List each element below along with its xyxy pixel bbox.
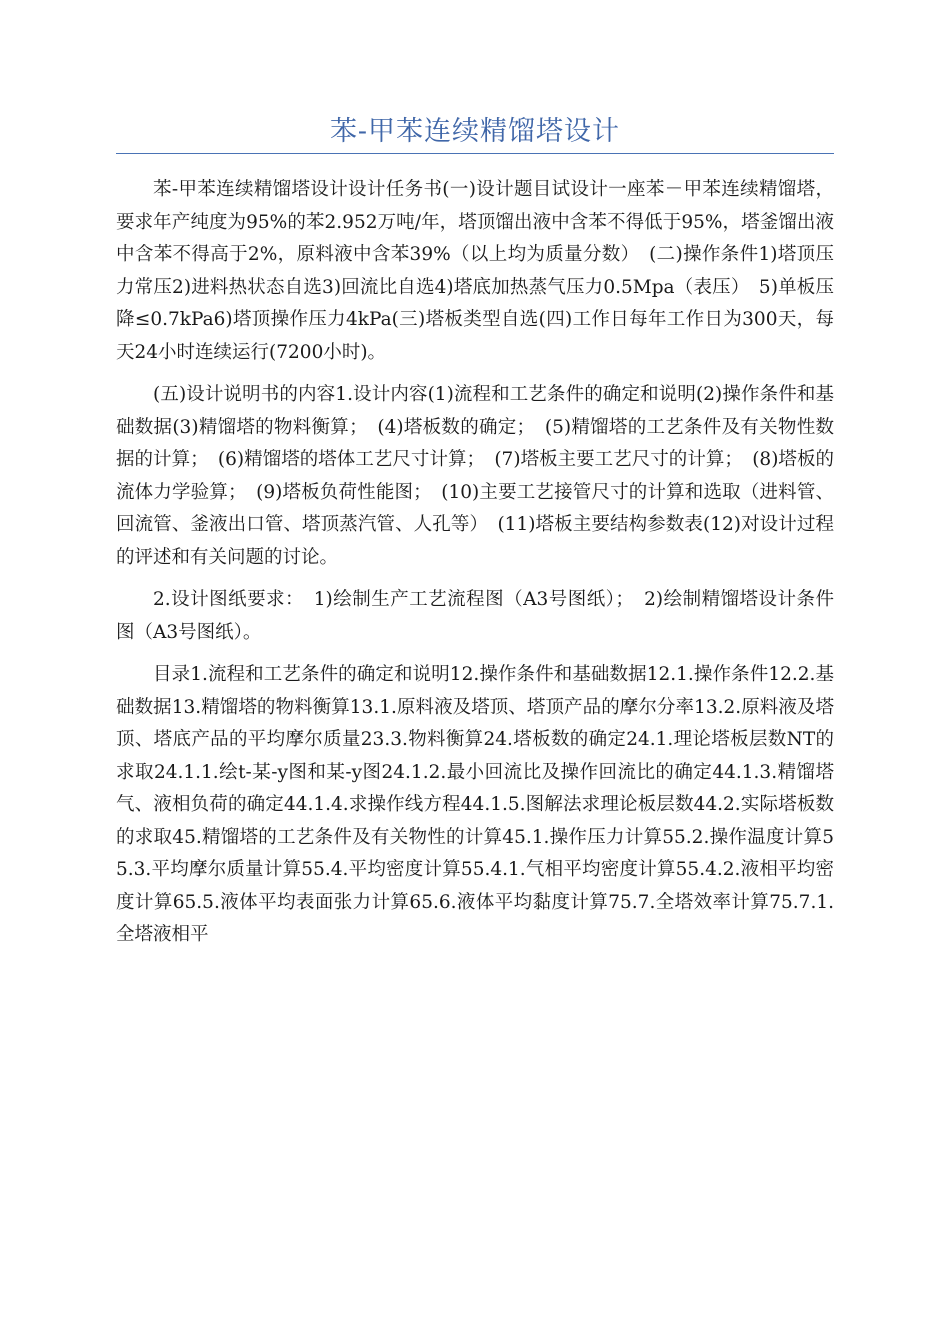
paragraph-table-of-contents: 目录1.流程和工艺条件的确定和说明12.操作条件和基础数据12.1.操作条件12.2.基础数据13.精馏塔的物料衡算13.1.原料液及塔顶、塔顶产品的摩尔分率13.2.原料液及塔顶、塔底产品的平均摩尔质量23.3.物料衡算24.塔板数的确定24.1.理论塔板层数NT的求取24.1.1.绘t-某-y图和某-y图24.1.2.最小回流比及操作回流比的确定44.1.3.精馏塔气、液相负荷的确定44.1.4.求操作线方程44.1.5.图解法求理论板层数44.2.实际塔板数的求取45.精馏塔的工艺条件及有关物性的计算45.1.操作压力计算55.2.操作温度计算55.3.平均摩尔质量计算55.4.平均密度计算55.4.1.气相平均密度计算55.4.2.液相平均密度计算65.5.液体平均表面张力计算65.6.液体平均黏度计算75.7.全塔效率计算75.7.1.全塔液相平 bbox=[116, 664, 834, 945]
paragraph-design-contents: (五)设计说明书的内容1.设计内容(1)流程和工艺条件的确定和说明(2)操作条件和基础数据(3)精馏塔的物料衡算； (4)塔板数的确定； (5)精馏塔的工艺条件及有关物性数据的计算； (6)精馏塔的塔体工艺尺寸计算； (7)塔板主要工艺尺寸的计算； (8)塔板的流体力学验算； (9)塔板负荷性能图； (10)主要工艺接管尺寸的计算和选取（进料管、回流管、釜液出口管、塔顶蒸汽管、人孔等） (11)塔板主要结构参数表(12)对设计过程的评述和有关问题的讨论。 bbox=[116, 384, 834, 568]
document-title: 苯-甲苯连续精馏塔设计 bbox=[329, 116, 621, 147]
paragraph-task-statement: 苯-甲苯连续精馏塔设计设计任务书(一)设计题目试设计一座苯－甲苯连续精馏塔，要求年产纯度为95%的苯2.952万吨/年，塔顶馏出液中含苯不得低于95%，塔釜馏出液中含苯不得高于2%，原料液中含苯39%（以上均为质量分数） (二)操作条件1)塔顶压力常压2)进料热状态自选3)回流比自选4)塔底加热蒸气压力0.5Mpa（表压） 5)单板压降≤0.7kPa6)塔顶操作压力4kPa(三)塔板类型自选(四)工作日每年工作日为300天，每天24小时连续运行(7200小时)。 bbox=[116, 179, 834, 363]
paragraph-drawing-requirements: 2.设计图纸要求： 1)绘制生产工艺流程图（A3号图纸）； 2)绘制精馏塔设计条件图（A3号图纸）。 bbox=[116, 589, 834, 643]
document-body bbox=[116, 174, 834, 962]
title-underline bbox=[116, 153, 834, 154]
